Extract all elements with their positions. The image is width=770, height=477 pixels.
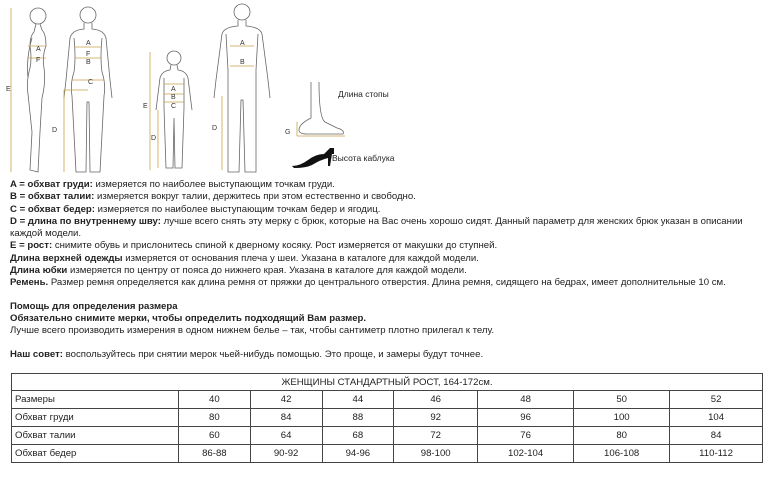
note-belt: Ремень. Размер ремня определяется как длина ремня от пряжки до центрального отверстия. Длина ремня, сидящего на бедрах, имеет дополнительные 10 см. — [10, 277, 726, 289]
label-b-2: B — [86, 59, 91, 66]
table-cell: 96 — [478, 409, 574, 427]
label-b-4: B — [240, 59, 245, 66]
table-cell: 86-88 — [179, 445, 251, 463]
label-b-3: B — [171, 94, 176, 101]
table-cell: 92 — [394, 409, 478, 427]
table-cell: 48 — [478, 391, 574, 409]
foot-figure — [285, 78, 347, 140]
man-figure — [200, 0, 282, 176]
label-g: G — [285, 129, 291, 136]
row-label: Обхват груди — [12, 409, 179, 427]
table-cell: 76 — [478, 427, 574, 445]
table-cell: 60 — [179, 427, 251, 445]
table-cell: 46 — [394, 391, 478, 409]
help-text: Лучше всего производить измерения в одном нижнем белье – так, чтобы сантиметр плотно прилегал к телу. — [10, 325, 494, 337]
table-row — [12, 409, 763, 427]
note-e: E = рост: снимите обувь и прислонитесь спиной к дверному косяку. Рост измеряется от макушки до ступней. — [10, 240, 498, 252]
heel-shoe-icon — [290, 146, 338, 168]
table-cell: 106-108 — [574, 445, 670, 463]
label-a-4: A — [240, 40, 245, 47]
table-cell: 80 — [179, 409, 251, 427]
label-c-3: C — [171, 103, 177, 110]
table-row — [12, 391, 763, 409]
table-row — [12, 427, 763, 445]
table-cell: 102-104 — [478, 445, 574, 463]
label-a-1: A — [36, 46, 41, 53]
note-c: C = обхват бедер: измеряется по наиболее выступающим точкам бедер и ягодиц. — [10, 203, 381, 215]
label-a-2: A — [86, 40, 91, 47]
foot-length-label: Длина стопы — [338, 89, 389, 99]
row-label: Обхват бедер — [12, 445, 179, 463]
woman-front-figure — [50, 2, 125, 177]
table-cell: 64 — [250, 427, 322, 445]
table-cell: 98-100 — [394, 445, 478, 463]
table-row — [12, 445, 763, 463]
label-d-2: D — [52, 127, 58, 134]
advice: Наш совет: воспользуйтесь при снятии мерок чьей-нибудь помощью. Это проще, и замеры будут точнее. — [10, 348, 484, 360]
label-f-1: F — [36, 57, 41, 64]
child-figure — [140, 48, 200, 176]
size-table — [11, 373, 763, 463]
table-cell: 90-92 — [250, 445, 322, 463]
note-b: B = обхват талии: измеряется вокруг талии, держитесь при этом естественно и свободно. — [10, 191, 416, 203]
help-title: Помощь для определения размера — [10, 300, 178, 312]
note-outerwear: Длина верхней одежды измеряется от основания плеча у шеи. Указана в каталоге для каждой модели. — [10, 252, 479, 264]
label-d-4: D — [212, 125, 218, 132]
table-cell: 100 — [574, 409, 670, 427]
table-cell: 94-96 — [322, 445, 394, 463]
label-c-2: C — [88, 79, 94, 86]
table-cell: 80 — [574, 427, 670, 445]
table-cell: 84 — [250, 409, 322, 427]
measurement-figures — [0, 0, 770, 178]
label-e-1: E — [6, 86, 11, 93]
table-cell: 88 — [322, 409, 394, 427]
label-a-3: A — [171, 86, 176, 93]
note-a: A = обхват груди: измеряется по наиболее выступающим точкам груди. — [10, 179, 335, 190]
table-cell: 84 — [670, 427, 763, 445]
table-cell: 44 — [322, 391, 394, 409]
measurement-notes — [10, 179, 762, 361]
label-d-3: D — [151, 135, 157, 142]
table-cell: 50 — [574, 391, 670, 409]
table-cell: 110-112 — [670, 445, 763, 463]
note-d: D = длина по внутреннему шву: лучше всего снять эту мерку с брюк, которые на Вас очень хорошо сидят. Данный параметр для женских брюк указан в описании каждой модели. — [10, 215, 743, 240]
table-cell: 104 — [670, 409, 763, 427]
table-cell: 72 — [394, 427, 478, 445]
table-cell: 40 — [179, 391, 251, 409]
note-skirt: Длина юбки измеряется по центру от пояса до нижнего края. Указана в каталоге для каждой модели. — [10, 265, 467, 277]
table-cell: 42 — [250, 391, 322, 409]
heel-height-label: Высота каблука — [332, 153, 395, 163]
size-table-title: ЖЕНЩИНЫ СТАНДАРТНЫЙ РОСТ, 164-172см. — [12, 374, 763, 391]
help-bold: Обязательно снимите мерки, чтобы определить подходящий Вам размер. — [10, 312, 367, 324]
table-cell: 68 — [322, 427, 394, 445]
row-label: Обхват талии — [12, 427, 179, 445]
label-e-3: E — [143, 103, 148, 110]
label-f-2: F — [86, 51, 91, 58]
row-label: Размеры — [12, 391, 179, 409]
table-cell: 52 — [670, 391, 763, 409]
